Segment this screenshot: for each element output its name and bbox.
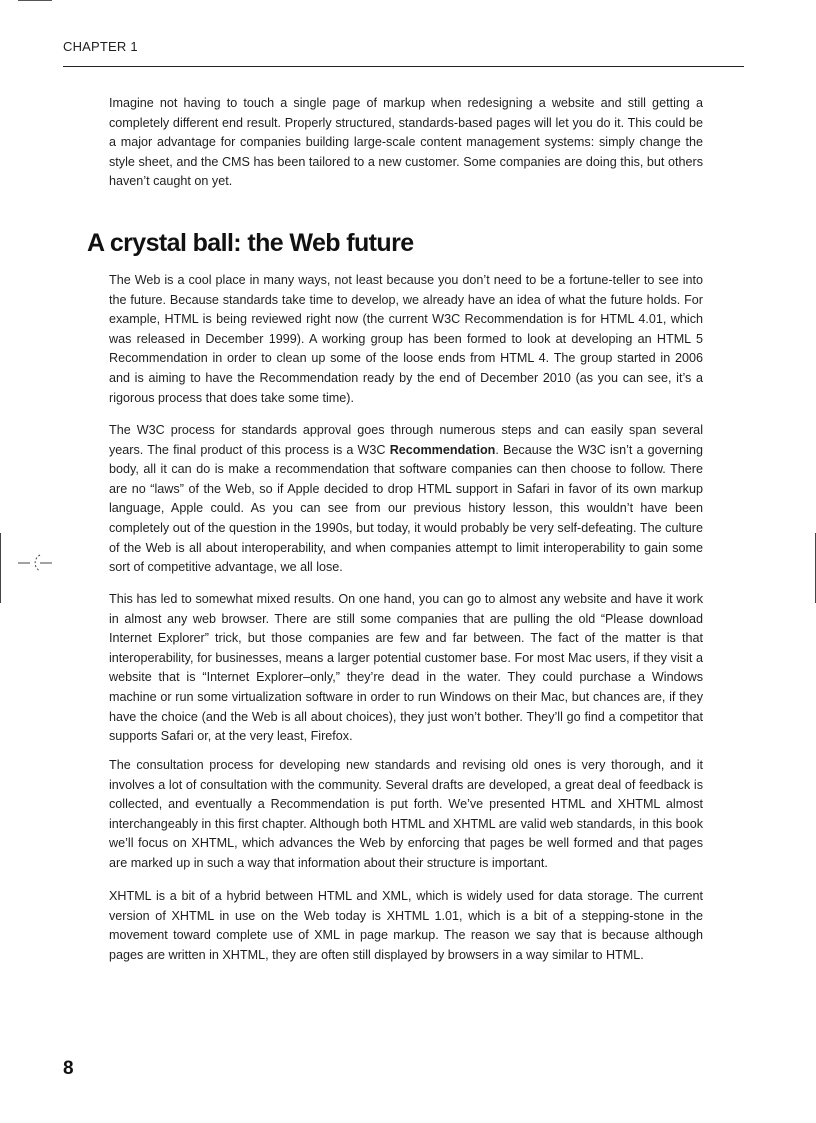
left-margin-line	[0, 533, 1, 603]
paragraph-w3c-process	[109, 421, 703, 578]
crop-mark	[18, 0, 52, 1]
header-rule	[63, 66, 744, 67]
paragraph-xhtml: XHTML is a bit of a hybrid between HTML and XML, which is widely used for data storage. The current version of XHTML in use on the Web today is XHTML 1.01, which is a bit of a stepping-stone in the movement toward complete use of XML in page markup. The reason we say that is because although pages are written in XHTML, they are often still displayed by browsers in a way similar to HTML.	[109, 889, 703, 962]
paragraph-web-future: The Web is a cool place in many ways, not least because you don’t need to be a fortune-teller to see into the future. Because standards take time to develop, we already have an idea of what the future holds. For example, HTML is being reviewed right now (the current W3C Recommendation is for HTML 4.01, which was released in December 1999). A working group has been formed to look at developing an HTML 5 Recommendation in order to clean up some of the loose ends from HTML 4. The group started in 2006 and is aiming to have the Recommendation ready by the end of December 2010 (as you can see, it’s a rigorous process that does take some time).	[109, 273, 703, 405]
registration-mark-icon	[18, 549, 52, 577]
page-number: 8	[63, 1058, 74, 1079]
paragraph-w3c-process-text-end: . Because the W3C isn’t a governing body, all it can do is make a recommendation that software companies can then choose to follow. There are no “laws” of the Web, so if Apple decided to drop HTML support in Safari in favor of its own markup language, Apple could. As you can see from our previous history lesson, this wouldn’t have been completely out of the question in the 1990s, but today, it would probably be very self-defeating. The culture of the Web is all about interoperability, and when companies attempt to limit interoperability to gain some sort of competitive advantage, we all lose.	[109, 442, 703, 575]
section-heading: A crystal ball: the Web future	[87, 229, 414, 257]
recommendation-term: Recommendation	[389, 442, 496, 457]
paragraph-w3c-process-text-start: The W3C process for standards approval goes through numerous steps and can easily span several years. The final product of this process is a W3C	[109, 423, 703, 457]
paragraph-consultation: The consultation process for developing new standards and revising old ones is very thorough, and it involves a lot of consultation with the community. Several drafts are developed, a great deal of feedback is collected, and eventually a Recommendation is put forth. We’ve presented HTML and XHTML almost interchangeably in this first chapter. Although both HTML and XHTML are valid web standards, in this book we’ll focus on XHTML, which advances the Web by enforcing that pages be well formed and that pages are marked up in such a way that information about their structure is important.	[109, 758, 703, 870]
running-head: CHAPTER 1	[63, 39, 138, 54]
paragraph-intro: Imagine not having to touch a single page of markup when redesigning a website and still getting a completely different end result. Properly structured, standards-based pages will let you do it. This could be a major advantage for companies building large-scale content management systems: simply change the style sheet, and the CMS has been tailored to a new customer. Some companies are doing this, but others haven’t caught on yet.	[109, 96, 703, 189]
paragraph-mixed-results: This has led to somewhat mixed results. On one hand, you can go to almost any website and have it work in almost any web browser. There are still some companies that are pulling the old “Please download Internet Explorer” trick, but those companies are few and far between. The fact of the matter is that interoperability, for businesses, means a larger potential customer base. For most Mac users, if they visit a website that is “Internet Explorer–only,” they’re dead in the water. They could purchase a Windows machine or run some virtualization software in order to run Windows on their Mac, but chances are, if they have the choice (and the Web is all about choices), they just won’t bother. They’ll go find a competitor that supports Safari or, at the very least, Firefox.	[109, 592, 703, 744]
